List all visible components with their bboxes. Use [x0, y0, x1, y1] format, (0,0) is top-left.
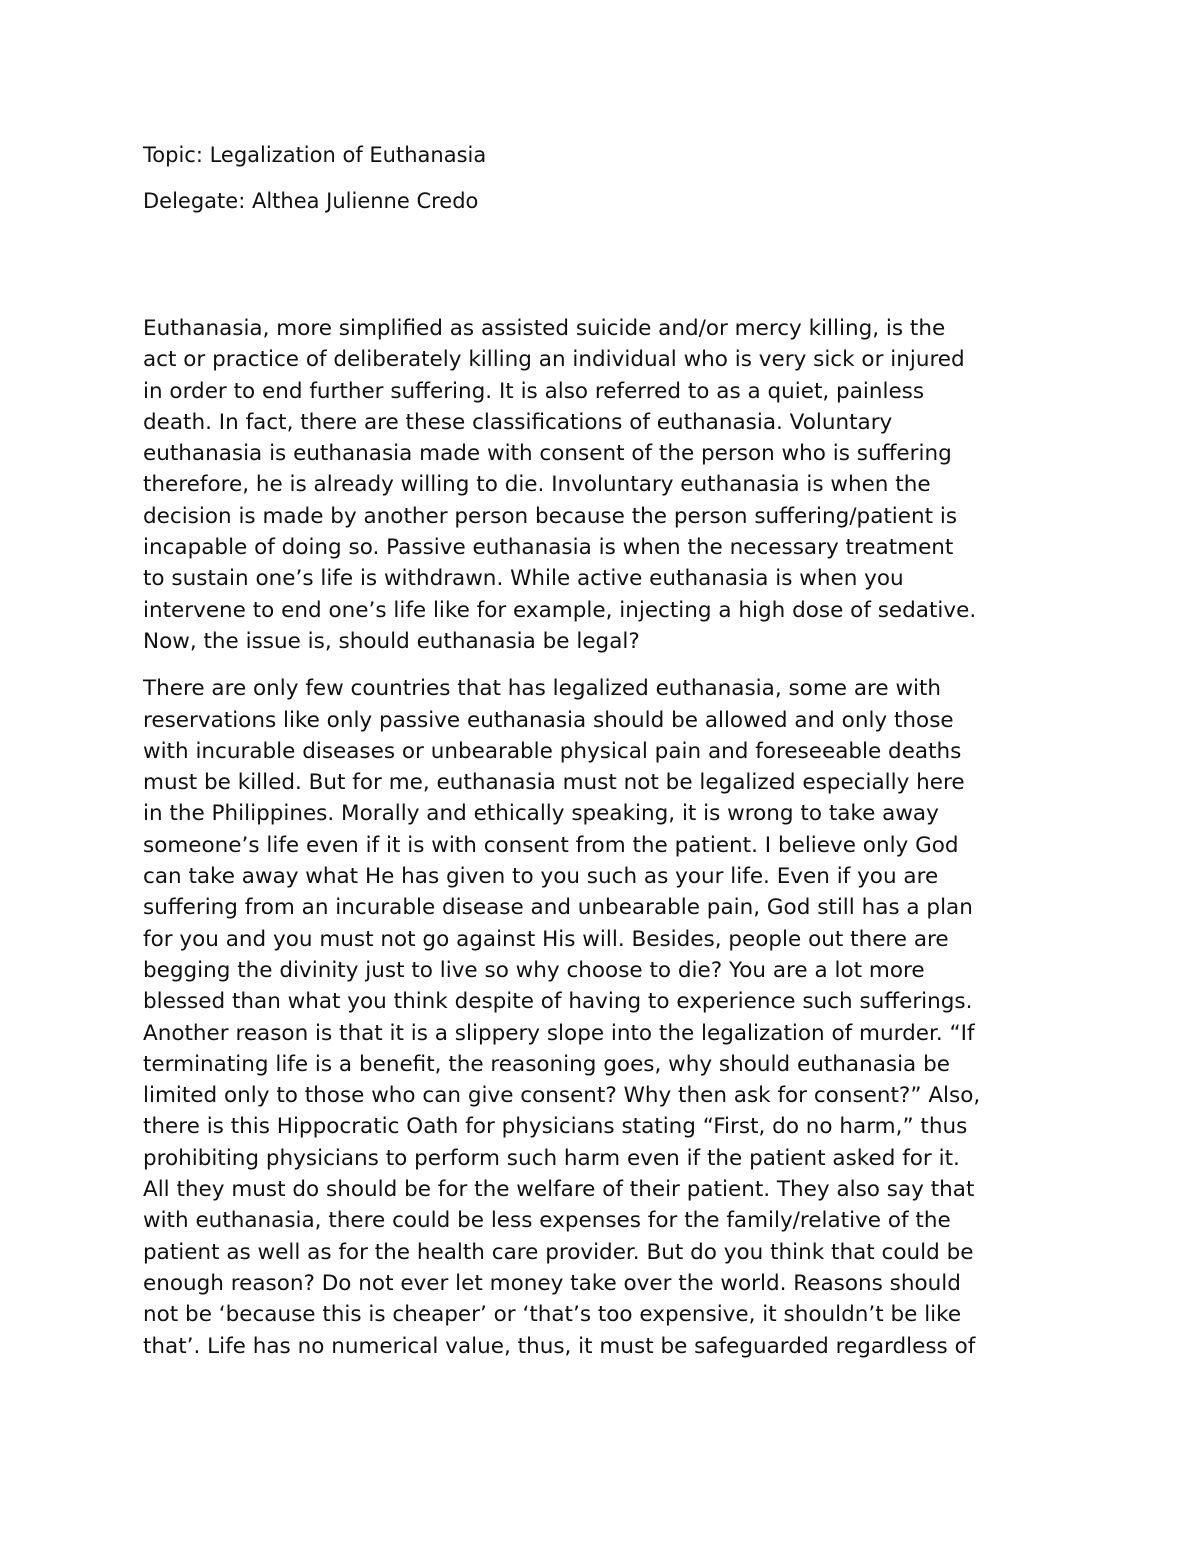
- text-line: There are only few countries that has legalized euthanasia, some are with: [143, 676, 942, 702]
- text-line: not be ‘because this is cheaper’ or ‘that’s too expensive, it shouldn’t be like: [143, 1302, 962, 1328]
- text-line: euthanasia is euthanasia made with consent of the person who is suffering: [143, 441, 952, 467]
- text-line: Euthanasia, more simplified as assisted suicide and/or mercy killing, is the: [143, 316, 946, 341]
- text-line: with incurable diseases or unbearable physical pain and foreseeable deaths: [143, 738, 962, 764]
- text-line: terminating life is a benefit, the reasoning goes, why should euthanasia be: [143, 1051, 950, 1077]
- text-line: prohibiting physicians to perform such harm even if the patient asked for it.: [143, 1145, 960, 1171]
- text-line: with euthanasia, there could be less expenses for the family/relative of the: [143, 1208, 951, 1234]
- text-line: someone’s life even if it is with consent from the patient. I believe only God: [143, 832, 959, 858]
- text-line: All they must do should be for the welfare of their patient. They also say that: [143, 1177, 975, 1203]
- topic-line: Topic: Legalization of Euthanasia: [143, 143, 487, 167]
- text-line: reservations like only passive euthanasia should be allowed and only those: [143, 707, 954, 733]
- text-line: incapable of doing so. Passive euthanasia is when the necessary treatment: [143, 535, 954, 561]
- text-line: can take away what He has given to you such as your life. Even if you are: [143, 864, 939, 890]
- text-line: enough reason? Do not ever let money take over the world. Reasons should: [143, 1270, 961, 1296]
- text-line: that’. Life has no numerical value, thus, it must be safeguarded regardless of: [143, 1333, 976, 1359]
- text-line: decision is made by another person because the person suffering/patient is: [143, 503, 958, 529]
- text-line: blessed than what you think despite of having to experience such sufferings.: [143, 989, 973, 1015]
- text-line: death. In fact, there are these classifications of euthanasia. Voluntary: [143, 409, 893, 435]
- text-line: limited only to those who can give consent? Why then ask for consent?” Also,: [143, 1083, 981, 1109]
- text-line: begging the divinity just to live so why choose to die? You are a lot more: [143, 957, 925, 983]
- text-line: in order to end further suffering. It is also referred to as a quiet, painless: [143, 378, 925, 404]
- text-line: intervene to end one’s life like for example, injecting a high dose of sedative.: [143, 597, 977, 623]
- text-line: there is this Hippocratic Oath for physicians stating “First, do no harm,” thus: [143, 1114, 968, 1140]
- text-line: to sustain one’s life is withdrawn. While active euthanasia is when you: [143, 566, 904, 592]
- text-line: therefore, he is already willing to die. Involuntary euthanasia is when the: [143, 472, 931, 498]
- text-line: must be killed. But for me, euthanasia must not be legalized especially here: [143, 770, 965, 796]
- document-body: [143, 140, 1063, 1378]
- paragraph-definition: [143, 313, 1063, 657]
- blank-space: [143, 232, 1063, 313]
- delegate-line: Delegate: Althea Julienne Credo: [143, 189, 479, 213]
- text-line: for you and you must not go against His will. Besides, people out there are: [143, 926, 949, 952]
- paragraph-argument: [143, 673, 1063, 1362]
- text-line: suffering from an incurable disease and unbearable pain, God still has a plan: [143, 895, 973, 921]
- text-line: patient as well as for the health care provider. But do you think that could be: [143, 1239, 974, 1265]
- text-line: Another reason is that it is a slippery slope into the legalization of murder. “If: [143, 1020, 975, 1046]
- text-line: act or practice of deliberately killing an individual who is very sick or injured: [143, 347, 965, 373]
- text-line: Now, the issue is, should euthanasia be legal?: [143, 628, 640, 654]
- text-line: in the Philippines. Morally and ethically speaking, it is wrong to take away: [143, 801, 939, 827]
